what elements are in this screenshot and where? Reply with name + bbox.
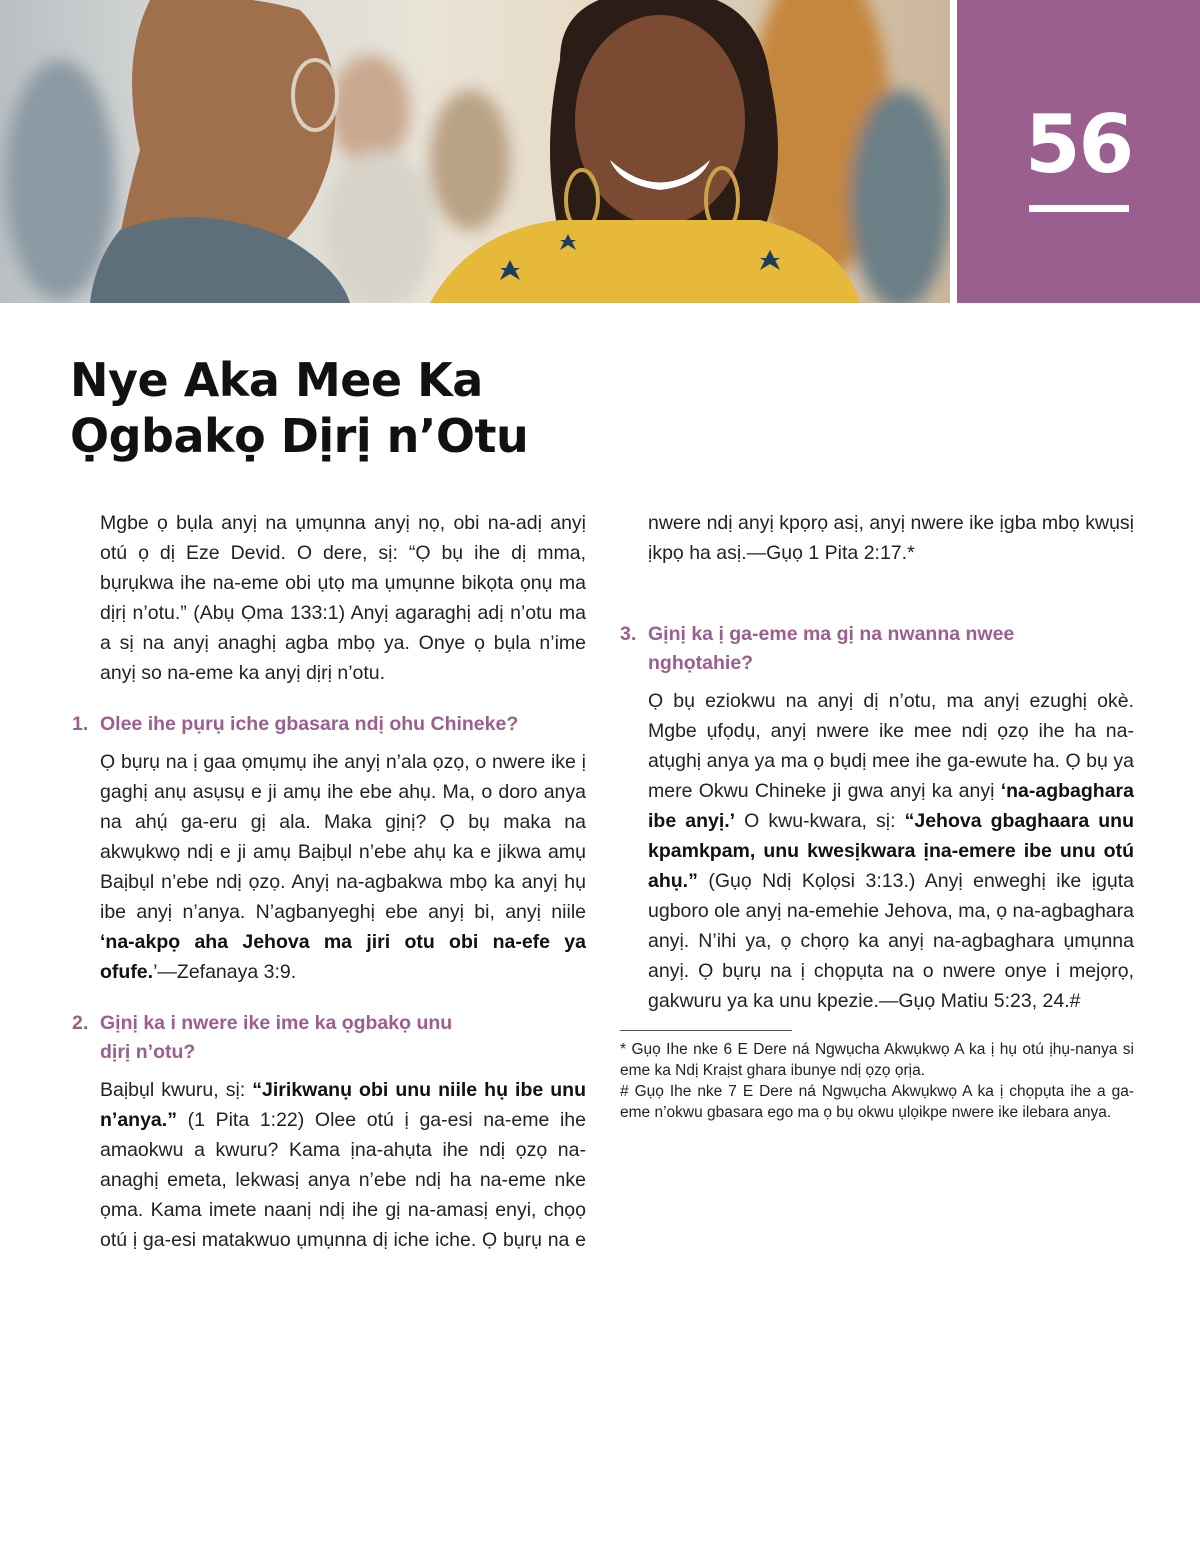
left-column <box>72 508 586 1255</box>
section-1-text-a: Ọ bụrụ na ị gaa ọmụmụ ihe anyị n’ala ọzọ, o nwere ike ị gaghị anụ asụsụ e ji amụ ihe ebe ahụ. Ma, o doro anya na ahụ́ ga-eru gị ala. Maka gịnị? Ọ bụ maka na akwụkwọ ndị e ji amụ Baịbụl n’ebe ahụ ka e jikwa amụ Baịbụl n’ebe ndị ọzọ. Anyị na-agbakwa mbọ ka anyị hụ ibe anyị n’anya. N’agbanyeghị ebe anyị bi, anyị niile <box>100 751 586 923</box>
section-2-question: Gịnị ka i nwere ike ime ka ọgbakọ unu dịrị n’otu? <box>100 1012 453 1063</box>
title-line-2: Ọgbakọ Dịrị n’Otu <box>70 409 529 463</box>
lesson-number: 56 <box>1024 98 1133 191</box>
section-2-body <box>72 1075 586 1255</box>
section-1-number: 1. <box>72 713 89 735</box>
section-2-text-b-dup: nwere ndị anyị kpọrọ asị, anyị nwere ike ịgba mbọ kwụsị ịkpọ ha asị.—Gụọ 1 Pita 2:17.* <box>648 512 1134 564</box>
section-2-text-a: Baịbụl kwuru, sị: <box>100 1079 253 1101</box>
section-3-bold-a: ‘na-agbaghara ibe anyị.’ <box>648 780 1134 832</box>
section-3-number: 3. <box>620 623 637 645</box>
section-1-heading <box>72 710 586 739</box>
page-title <box>70 352 670 464</box>
photo-illustration <box>0 0 950 303</box>
section-2-heading <box>72 1009 586 1067</box>
intro-paragraph: Mgbe ọ bụla anyị na ụmụnna anyị nọ, obi na-adị anyị otú ọ dị Eze Devid. O dere, sị: “Ọ bụ ihe dị mma, bụrụkwa ihe na-eme obi ụtọ ma ụmụnne bikọta ọnụ ma dịrị n’otu.” (Abụ Ọma 133:1) Anyị agaraghị adị n’otu ma a sị na anyị anaghị agba mbọ ya. Onye ọ bụla n’ime anyị so na-eme ka anyị dịrị n’otu. <box>100 512 586 684</box>
footnote-divider <box>620 1030 792 1031</box>
section-3-text-b: O kwu-kwara, sị: <box>735 810 905 832</box>
footnote-1: * Gụọ Ihe nke 6 E Dere ná Ngwụcha Akwụkwọ A ka ị hụ otú ịhụ-nanya si eme ka Ndị Kraịst ghara ibunye ndị ọzọ ọrịa. <box>620 1041 1134 1079</box>
section-3-heading <box>620 620 1134 678</box>
lesson-number-box <box>957 0 1200 303</box>
section-2-text-b: (1 Pita 1:22) Olee otú ị ga-esi na-eme ihe amaokwu a kwuru? Kama ịna-ahụta ihe ndị ọzọ na-anaghị emeta, lekwasị anya n’ebe ndị ha na-eme nke ọma. Kama imete naanị ndị ihe gị na-amasị enyi, chọọ otú ị ga-esi matakwuo ụmụnna dị iche iche. Ọ bụrụ na e <box>100 1109 586 1251</box>
header-photo <box>0 0 950 303</box>
section-1-body <box>72 747 586 987</box>
footnote-2: # Gụọ Ihe nke 7 E Dere ná Ngwụcha Akwụkwọ A ka ị chọpụta ihe a ga-eme n’okwu gbasara ego ma ọ bụ okwu ụlọikpe nwere ike ilebara anya. <box>620 1083 1134 1121</box>
section-3-text-c: (Gụọ Ndị Kọlọsi 3:13.) Anyị enweghị ike ịgụta ugboro ole anyị na-emehie Jehova, ma, ọ na-agbaghara anyị. N’ihi ya, ọ chọrọ ka anyị na-agbaghara ụmụnna anyị. Ọ bụrụ na ị chọpụta na o nwere onye i mejọrọ, gakwuru ya ka unu kpezie.—Gụọ Matiu 5:23, 24.# <box>648 870 1134 1012</box>
section-3-body <box>620 686 1134 1016</box>
section-1-question: Olee ihe pụrụ iche gbasara ndị ohu Chineke? <box>100 713 519 735</box>
section-1-text-b: ’—Zefanaya 3:9. <box>153 961 297 983</box>
section-3-text-a: Ọ bụ eziokwu na anyị dị n’otu, ma anyị ezughị okè. Mgbe ụfọdụ, anyị nwere ike mee ndị ọzọ ihe ha na-atụghị anya ya ma ọ bụdị mee ihe ga-ewute ha. Ọ bụ ya mere Okwu Chineke ji gwa anyị ka anyị <box>648 690 1134 802</box>
title-line-1: Nye Aka Mee Ka <box>70 353 483 407</box>
section-1-bold-a: ‘na-akpọ aha Jehova ma jiri otu obi na-efe ya ofufe. <box>100 931 586 983</box>
lesson-number-underline <box>1029 205 1129 212</box>
section-3-question: Gịnị ka ị ga-eme ma gị na nwanna nwee nghọtahie? <box>648 623 1015 674</box>
section-3-bold-b: “Jehova gbaghaara unu kpamkpam, unu kwesịkwara ịna-emere ibe unu otú ahụ.” <box>648 810 1135 892</box>
right-column <box>620 508 1134 1123</box>
section-2-body-continued <box>620 508 1134 598</box>
section-2-continued-text <box>648 508 1134 568</box>
section-2-number: 2. <box>72 1012 89 1034</box>
section-2-bold-a: “Jirikwanụ obi unu niile hụ ibe unu n’anya.” <box>100 1079 586 1131</box>
